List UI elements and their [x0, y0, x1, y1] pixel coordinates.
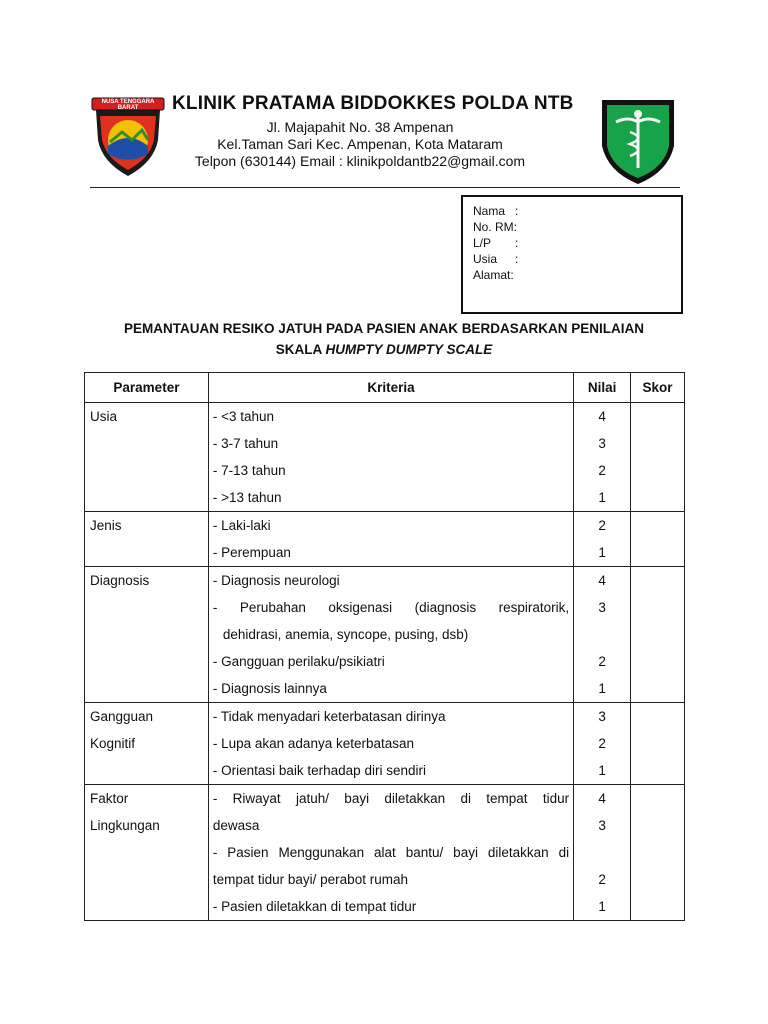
param-label: Jenis [90, 518, 122, 533]
table-header-row [85, 373, 685, 403]
header-divider [90, 187, 680, 188]
param-label: Lingkungan [90, 818, 160, 833]
skor-cell-kognitif[interactable] [631, 703, 685, 785]
nilai-value: 2 [598, 736, 606, 751]
field-usia[interactable]: Usia : [473, 252, 519, 266]
table-row [85, 403, 685, 512]
table-row [85, 567, 685, 703]
patient-identity-box [461, 195, 683, 314]
criteria-item: - Diagnosis lainnya [212, 681, 327, 696]
header-kriteria: Kriteria [208, 373, 573, 403]
criteria-item: - 3-7 tahun [212, 436, 279, 451]
field-alamat[interactable]: Alamat: [473, 268, 514, 282]
criteria-item-continuation: dewasa [212, 818, 260, 833]
nilai-value [574, 621, 630, 648]
criteria-item-continuation: dehidrasi, anemia, syncope, pusing, dsb) [222, 627, 469, 642]
nilai-value: 2 [598, 872, 606, 887]
clinic-address-line1: Jl. Majapahit No. 38 Ampenan [266, 119, 454, 135]
criteria-item: - Orientasi baik terhadap diri sendiri [212, 763, 426, 778]
table-row [85, 512, 685, 567]
doc-title-line1: PEMANTAUAN RESIKO JATUH PADA PASIEN ANAK BERDASARKAN PENILAIAN [123, 321, 645, 336]
nilai-value: 1 [598, 763, 606, 778]
criteria-item: - Pasien Menggunakan alat bantu/ bayi diletakkan di [212, 845, 570, 860]
doc-title-line2: SKALA HUMPTY DUMPTY SCALE [275, 342, 493, 357]
nilai-value: 3 [598, 818, 606, 833]
criteria-item: - Pasien diletakkan di tempat tidur [212, 899, 417, 914]
nilai-value: 1 [598, 490, 606, 505]
nilai-value: 1 [598, 545, 606, 560]
criteria-item: - Perempuan [212, 545, 291, 560]
nilai-value: 1 [598, 681, 606, 696]
table-row [85, 703, 685, 785]
param-label: Diagnosis [90, 573, 150, 588]
criteria-item: - Perubahan oksigenasi (diagnosis respiratorik, [212, 600, 570, 615]
nilai-value: 3 [598, 436, 606, 451]
nilai-value: 3 [598, 600, 606, 615]
nilai-value: 1 [598, 899, 606, 914]
caduceus-emblem-logo [598, 96, 678, 186]
param-label: Kognitif [90, 736, 136, 751]
criteria-item: - Tidak menyadari keterbatasan dirinya [212, 709, 446, 724]
criteria-item: - Gangguan perilaku/psikiatri [212, 654, 385, 669]
nilai-value: 3 [598, 709, 606, 724]
criteria-item: - <3 tahun [212, 409, 275, 424]
header-nilai: Nilai [574, 373, 631, 403]
criteria-item: - >13 tahun [212, 490, 282, 505]
criteria-item: - Laki-laki [212, 518, 271, 533]
criteria-item: - 7-13 tahun [212, 463, 286, 478]
clinic-name: KLINIK PRATAMA BIDDOKKES POLDA NTB [172, 93, 574, 114]
criteria-item: - Lupa akan adanya keterbatasan [212, 736, 415, 751]
param-label: Usia [90, 409, 118, 424]
field-nama[interactable]: Nama : [473, 204, 519, 218]
skor-cell-usia[interactable] [631, 403, 685, 512]
criteria-item: - Riwayat jatuh/ bayi diletakkan di tempat tidur [212, 791, 570, 806]
param-label: Gangguan [90, 709, 154, 724]
criteria-item-continuation: tempat tidur bayi/ perabot rumah [212, 872, 408, 887]
criteria-item: - Diagnosis neurologi [212, 573, 340, 588]
clinic-address-line2: Kel.Taman Sari Kec. Ampenan, Kota Mataram [217, 136, 503, 152]
header-skor: Skor [631, 373, 685, 403]
table-row [85, 785, 685, 921]
humpty-dumpty-table [84, 372, 685, 921]
param-label: Faktor [90, 791, 129, 806]
nilai-value: 2 [598, 518, 606, 533]
nilai-value: 4 [598, 409, 606, 424]
field-no-rm[interactable]: No. RM: [473, 220, 518, 234]
field-lp[interactable]: L/P : [473, 236, 519, 250]
skor-cell-lingkungan[interactable] [631, 785, 685, 921]
nilai-value: 2 [598, 463, 606, 478]
header-parameter: Parameter [85, 373, 209, 403]
nilai-value: 4 [598, 791, 606, 806]
skor-cell-diagnosis[interactable] [631, 567, 685, 703]
skor-cell-jenis[interactable] [631, 512, 685, 567]
logo-left-text: NUSA TENGGARA BARAT [101, 99, 155, 111]
nilai-value: 4 [598, 573, 606, 588]
nilai-value: 2 [598, 654, 606, 669]
nilai-value [574, 839, 630, 866]
clinic-contact: Telpon (630144) Email : klinikpoldantb22@gmail.com [194, 153, 526, 169]
